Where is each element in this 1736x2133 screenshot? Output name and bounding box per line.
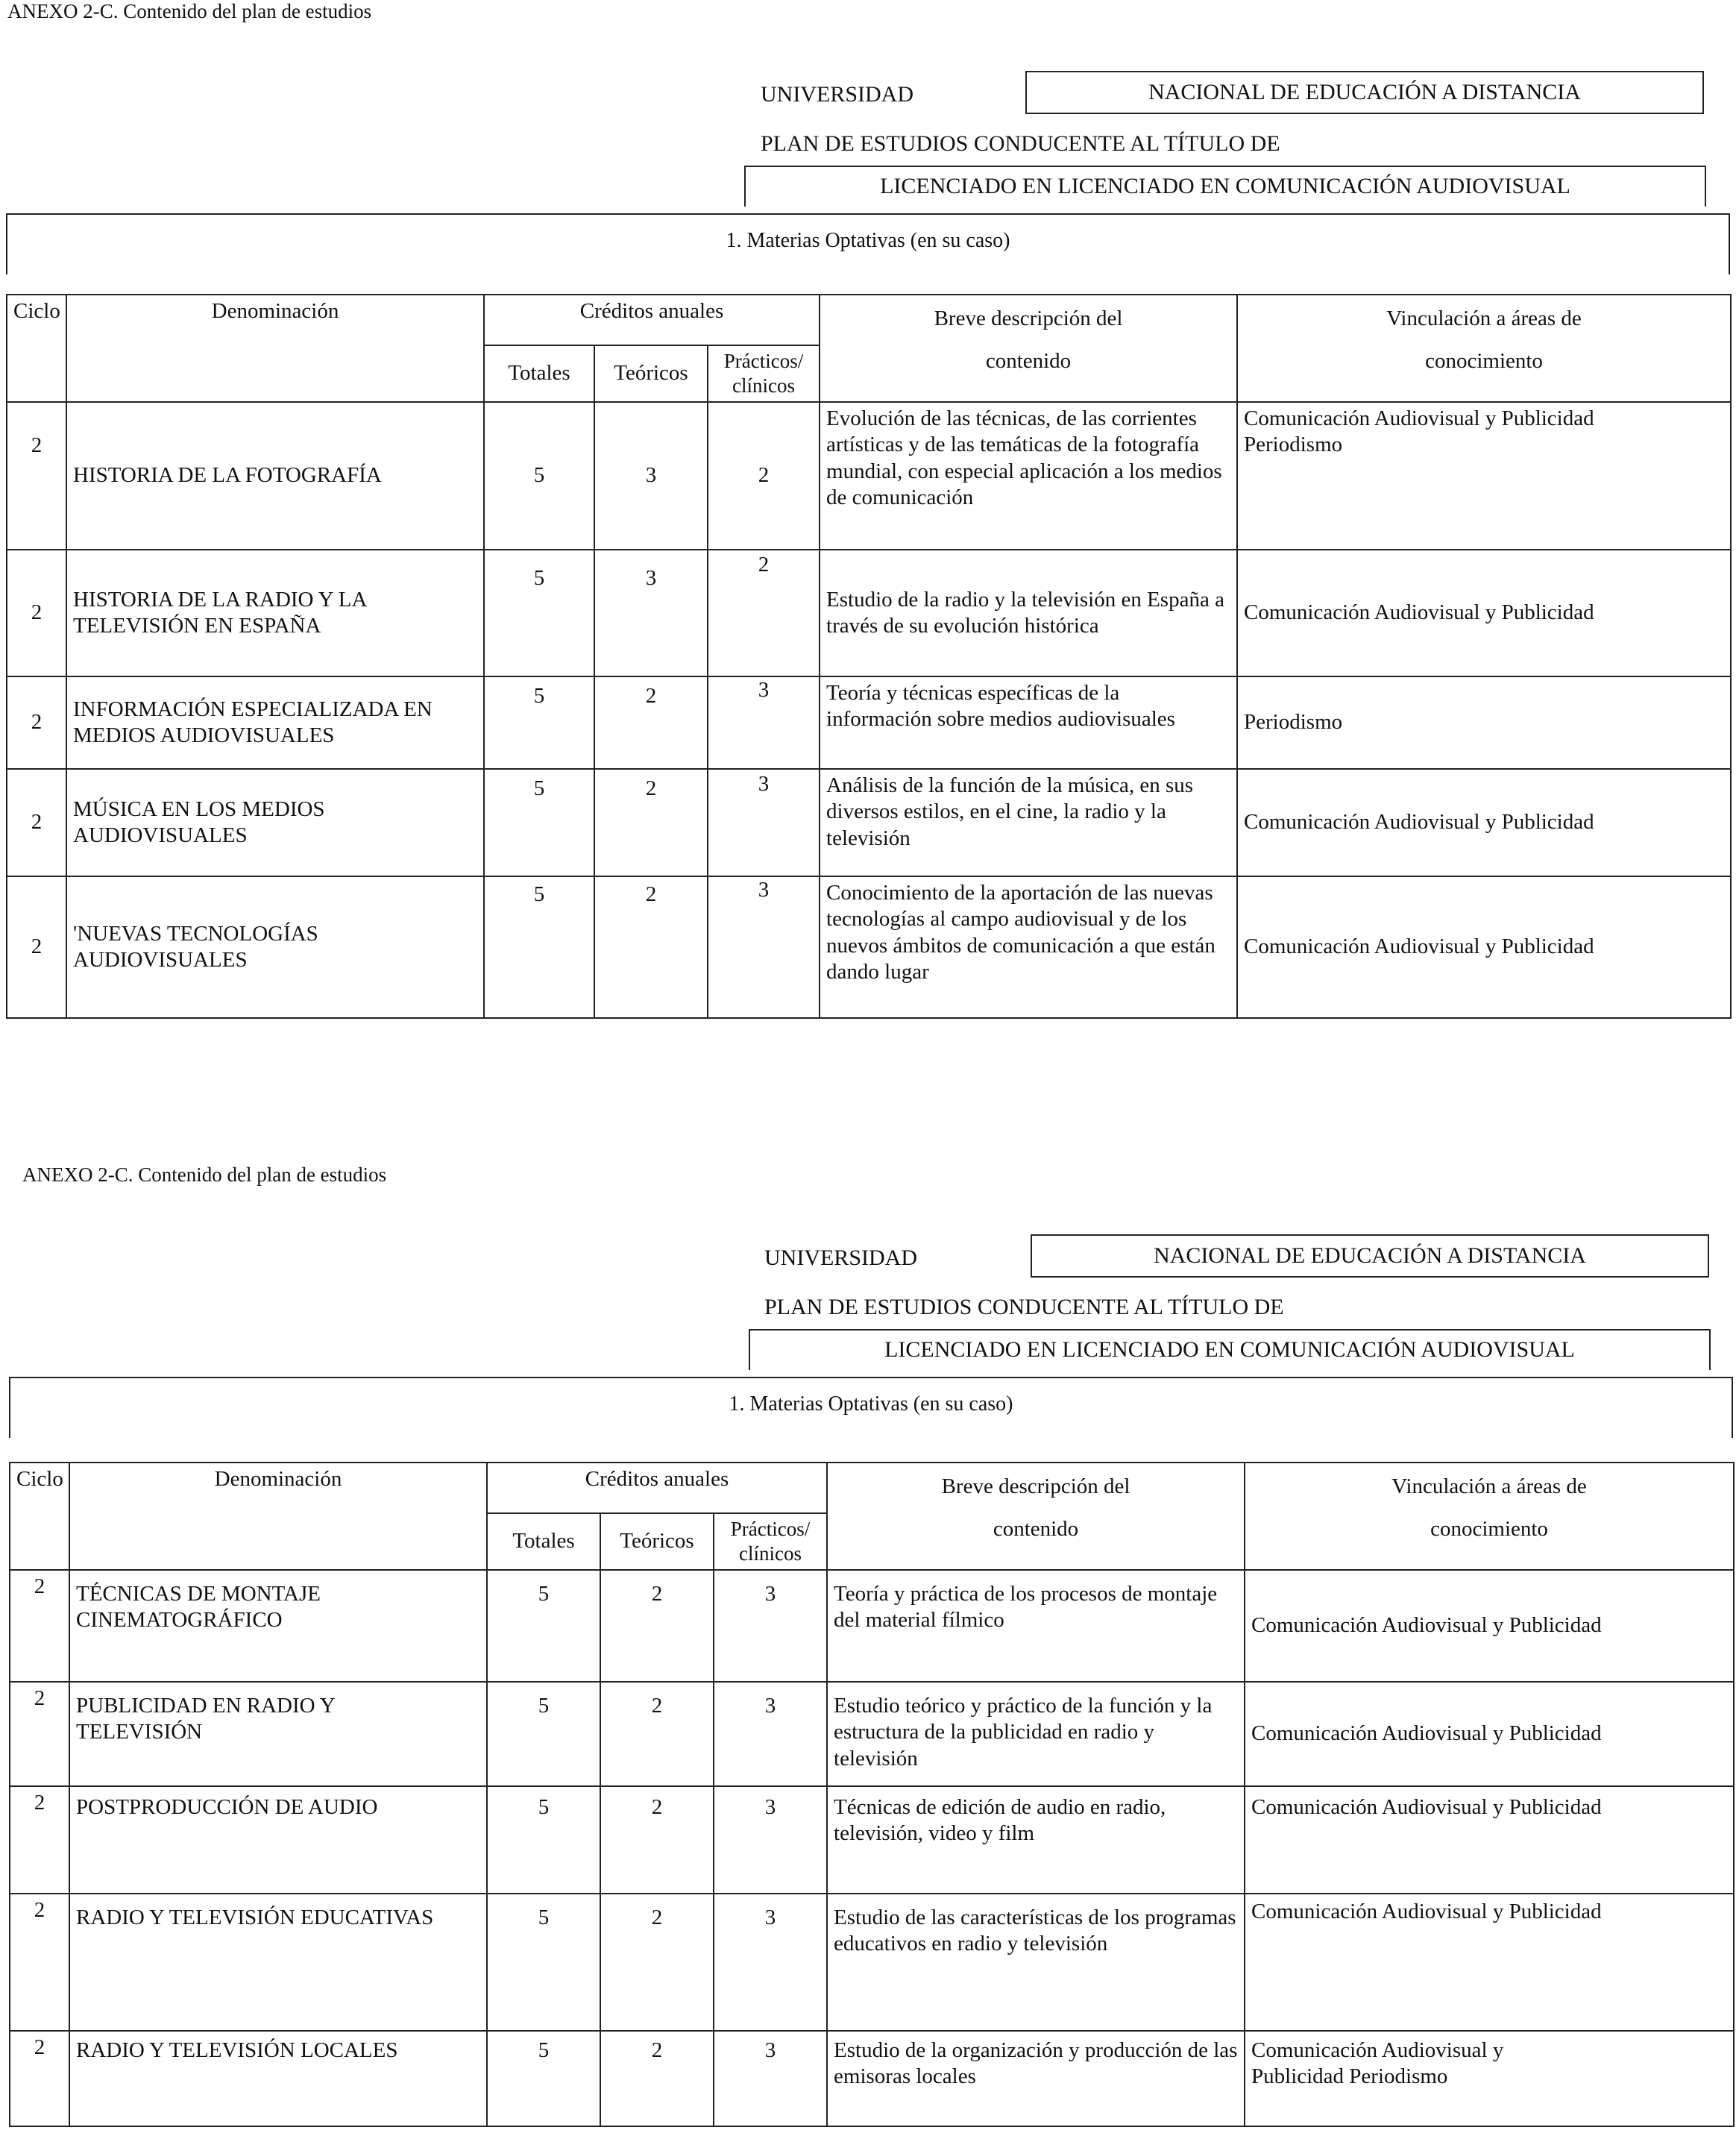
cell-denominacion: MÚSICA EN LOS MEDIOS AUDIOVISUALES xyxy=(66,769,484,876)
header-descripcion xyxy=(820,295,1237,402)
cell-denominacion: TÉCNICAS DE MONTAJE CINEMATOGRÁFICO xyxy=(69,1570,487,1682)
cell-practicos: 3 xyxy=(714,1786,827,1894)
cell-vinculacion: Comunicación Audiovisual y Publicidad xyxy=(1237,769,1731,876)
plan-label: PLAN DE ESTUDIOS CONDUCENTE AL TÍTULO DE xyxy=(761,131,1280,156)
cell-teoricos: 2 xyxy=(600,1570,714,1682)
annex-title: ANEXO 2-C. Contenido del plan de estudios xyxy=(7,0,372,22)
cell-totales: 5 xyxy=(487,1786,600,1894)
cell-denominacion: POSTPRODUCCIÓN DE AUDIO xyxy=(69,1786,487,1894)
subjects-table xyxy=(9,1462,1735,2127)
cell-totales: 5 xyxy=(484,676,594,769)
section-title-box: 1. Materias Optativas (en su caso) xyxy=(6,213,1730,274)
cell-vinculacion: Comunicación Audiovisual y Publicidad Periodismo xyxy=(1237,402,1731,550)
header-creditos: Créditos anuales xyxy=(487,1463,827,1513)
cell-vinculacion: Comunicación Audiovisual y Publicidad Periodismo xyxy=(1245,2031,1734,2126)
cell-ciclo: 2 xyxy=(7,876,66,1018)
header-teoricos: Teóricos xyxy=(600,1513,714,1570)
cell-denominacion: RADIO Y TELEVISIÓN EDUCATIVAS xyxy=(69,1894,487,2031)
header-totales: Totales xyxy=(484,345,594,402)
cell-descripcion: Conocimiento de la aportación de las nuevas tecnologías al campo audiovisual y de los nuevos ámbitos de comunicación a que están dando lugar xyxy=(820,876,1237,1018)
degree-box: LICENCIADO EN LICENCIADO EN COMUNICACIÓN AUDIOVISUAL xyxy=(749,1329,1711,1370)
university-name-box: NACIONAL DE EDUCACIÓN A DISTANCIA xyxy=(1025,71,1704,114)
header-descripcion-line1: Breve descripción del xyxy=(941,1474,1130,1498)
section-title-box: 1. Materias Optativas (en su caso) xyxy=(9,1377,1733,1438)
annex-title: ANEXO 2-C. Contenido del plan de estudios xyxy=(22,1163,387,1186)
cell-ciclo: 2 xyxy=(10,1682,69,1786)
cell-vinculacion: Comunicación Audiovisual y Publicidad xyxy=(1237,550,1731,676)
cell-practicos: 3 xyxy=(708,769,820,876)
cell-ciclo: 2 xyxy=(7,550,66,676)
cell-denominacion: HISTORIA DE LA RADIO Y LA TELEVISIÓN EN ESPAÑA xyxy=(66,550,484,676)
table-row xyxy=(10,2031,1734,2126)
cell-denominacion: 'NUEVAS TECNOLOGÍAS AUDIOVISUALES xyxy=(66,876,484,1018)
header-practicos: Prácticos/ clínicos xyxy=(714,1513,827,1570)
cell-practicos: 3 xyxy=(714,1570,827,1682)
cell-practicos: 3 xyxy=(708,676,820,769)
header-descripcion-line1: Breve descripción del xyxy=(934,307,1123,330)
cell-vinculacion: Comunicación Audiovisual y Publicidad xyxy=(1237,876,1731,1018)
cell-denominacion: INFORMACIÓN ESPECIALIZADA EN MEDIOS AUDIOVISUALES xyxy=(66,676,484,769)
header-vinculacion-line2: conocimiento xyxy=(1425,349,1543,374)
header-ciclo: Ciclo xyxy=(10,1463,69,1570)
cell-vinculacion: Comunicación Audiovisual y Publicidad xyxy=(1245,1570,1734,1682)
cell-vinculacion: Periodismo xyxy=(1237,676,1731,769)
cell-descripcion: Estudio de la organización y producción de las emisoras locales xyxy=(827,2031,1245,2126)
cell-descripcion: Teoría y práctica de los procesos de montaje del material fílmico xyxy=(827,1570,1245,1682)
table-row xyxy=(7,769,1731,876)
cell-teoricos: 2 xyxy=(594,769,708,876)
cell-ciclo: 2 xyxy=(7,769,66,876)
cell-totales: 5 xyxy=(487,1894,600,2031)
cell-denominacion: PUBLICIDAD EN RADIO Y TELEVISIÓN xyxy=(69,1682,487,1786)
cell-ciclo: 2 xyxy=(7,402,66,550)
cell-descripcion: Estudio teórico y práctico de la función y la estructura de la publicidad en radio y televisión xyxy=(827,1682,1245,1786)
cell-totales: 5 xyxy=(487,1682,600,1786)
cell-teoricos: 3 xyxy=(594,402,708,550)
cell-practicos: 2 xyxy=(708,402,820,550)
cell-teoricos: 2 xyxy=(600,1894,714,2031)
plan-label: PLAN DE ESTUDIOS CONDUCENTE AL TÍTULO DE xyxy=(764,1295,1284,1319)
cell-practicos: 3 xyxy=(708,876,820,1018)
cell-teoricos: 2 xyxy=(600,2031,714,2126)
cell-teoricos: 2 xyxy=(600,1786,714,1894)
cell-vinculacion: Comunicación Audiovisual y Publicidad xyxy=(1245,1894,1734,2031)
header-ciclo: Ciclo xyxy=(7,295,66,402)
cell-vinculacion: Comunicación Audiovisual y Publicidad xyxy=(1245,1682,1734,1786)
cell-teoricos: 2 xyxy=(594,876,708,1018)
cell-denominacion: HISTORIA DE LA FOTOGRAFÍA xyxy=(66,402,484,550)
university-name-box: NACIONAL DE EDUCACIÓN A DISTANCIA xyxy=(1031,1234,1709,1278)
table-row xyxy=(7,402,1731,550)
table-row xyxy=(10,1786,1734,1894)
cell-practicos: 3 xyxy=(714,1682,827,1786)
cell-descripcion: Estudio de las características de los programas educativos en radio y televisión xyxy=(827,1894,1245,2031)
header-teoricos: Teóricos xyxy=(594,345,708,402)
header-descripcion xyxy=(827,1463,1245,1570)
header-vinculacion xyxy=(1237,295,1731,402)
cell-vinculacion: Comunicación Audiovisual y Publicidad xyxy=(1245,1786,1734,1894)
cell-ciclo: 2 xyxy=(7,676,66,769)
header-creditos: Créditos anuales xyxy=(484,295,820,345)
header-practicos: Prácticos/ clínicos xyxy=(708,345,820,402)
cell-teoricos: 3 xyxy=(594,550,708,676)
cell-ciclo: 2 xyxy=(10,1786,69,1894)
cell-totales: 5 xyxy=(484,769,594,876)
cell-practicos: 3 xyxy=(714,2031,827,2126)
header-vinculacion-line1: Vinculación a áreas de xyxy=(1386,307,1582,330)
cell-descripcion: Técnicas de edición de audio en radio, televisión, video y film xyxy=(827,1786,1245,1894)
table-row xyxy=(10,1570,1734,1682)
cell-teoricos: 2 xyxy=(594,676,708,769)
cell-descripcion: Evolución de las técnicas, de las corrientes artísticas y de las temáticas de la fotografía mundial, con especial aplicación a los medios de comunicación xyxy=(820,402,1237,550)
university-label: UNIVERSIDAD xyxy=(764,1245,917,1270)
degree-box: LICENCIADO EN LICENCIADO EN COMUNICACIÓN AUDIOVISUAL xyxy=(744,166,1706,207)
cell-totales: 5 xyxy=(487,2031,600,2126)
table-row xyxy=(7,676,1731,769)
cell-descripcion: Análisis de la función de la música, en sus diversos estilos, en el cine, la radio y la televisión xyxy=(820,769,1237,876)
header-denominacion: Denominación xyxy=(66,295,484,402)
header-vinculacion-line1: Vinculación a áreas de xyxy=(1391,1474,1587,1498)
cell-practicos: 3 xyxy=(714,1894,827,2031)
header-vinculacion xyxy=(1245,1463,1734,1570)
table-header-row xyxy=(7,295,1731,345)
cell-practicos: 2 xyxy=(708,550,820,676)
table-row xyxy=(7,876,1731,1018)
cell-ciclo: 2 xyxy=(10,1894,69,2031)
header-descripcion-line2: contenido xyxy=(993,1517,1079,1542)
cell-ciclo: 2 xyxy=(10,1570,69,1682)
table-row xyxy=(10,1894,1734,2031)
header-descripcion-line2: contenido xyxy=(985,349,1072,374)
university-label: UNIVERSIDAD xyxy=(761,82,913,107)
table-row xyxy=(10,1682,1734,1786)
table-row xyxy=(7,550,1731,676)
cell-totales: 5 xyxy=(484,876,594,1018)
cell-totales: 5 xyxy=(484,550,594,676)
cell-ciclo: 2 xyxy=(10,2031,69,2126)
cell-descripcion: Estudio de la radio y la televisión en España a través de su evolución histórica xyxy=(820,550,1237,676)
header-totales: Totales xyxy=(487,1513,600,1570)
header-denominacion: Denominación xyxy=(69,1463,487,1570)
subjects-table xyxy=(6,294,1732,1019)
cell-denominacion: RADIO Y TELEVISIÓN LOCALES xyxy=(69,2031,487,2126)
table-header-row xyxy=(10,1463,1734,1513)
cell-descripcion: Teoría y técnicas específicas de la información sobre medios audiovisuales xyxy=(820,676,1237,769)
cell-totales: 5 xyxy=(487,1570,600,1682)
cell-totales: 5 xyxy=(484,402,594,550)
header-vinculacion-line2: conocimiento xyxy=(1430,1517,1548,1542)
cell-teoricos: 2 xyxy=(600,1682,714,1786)
